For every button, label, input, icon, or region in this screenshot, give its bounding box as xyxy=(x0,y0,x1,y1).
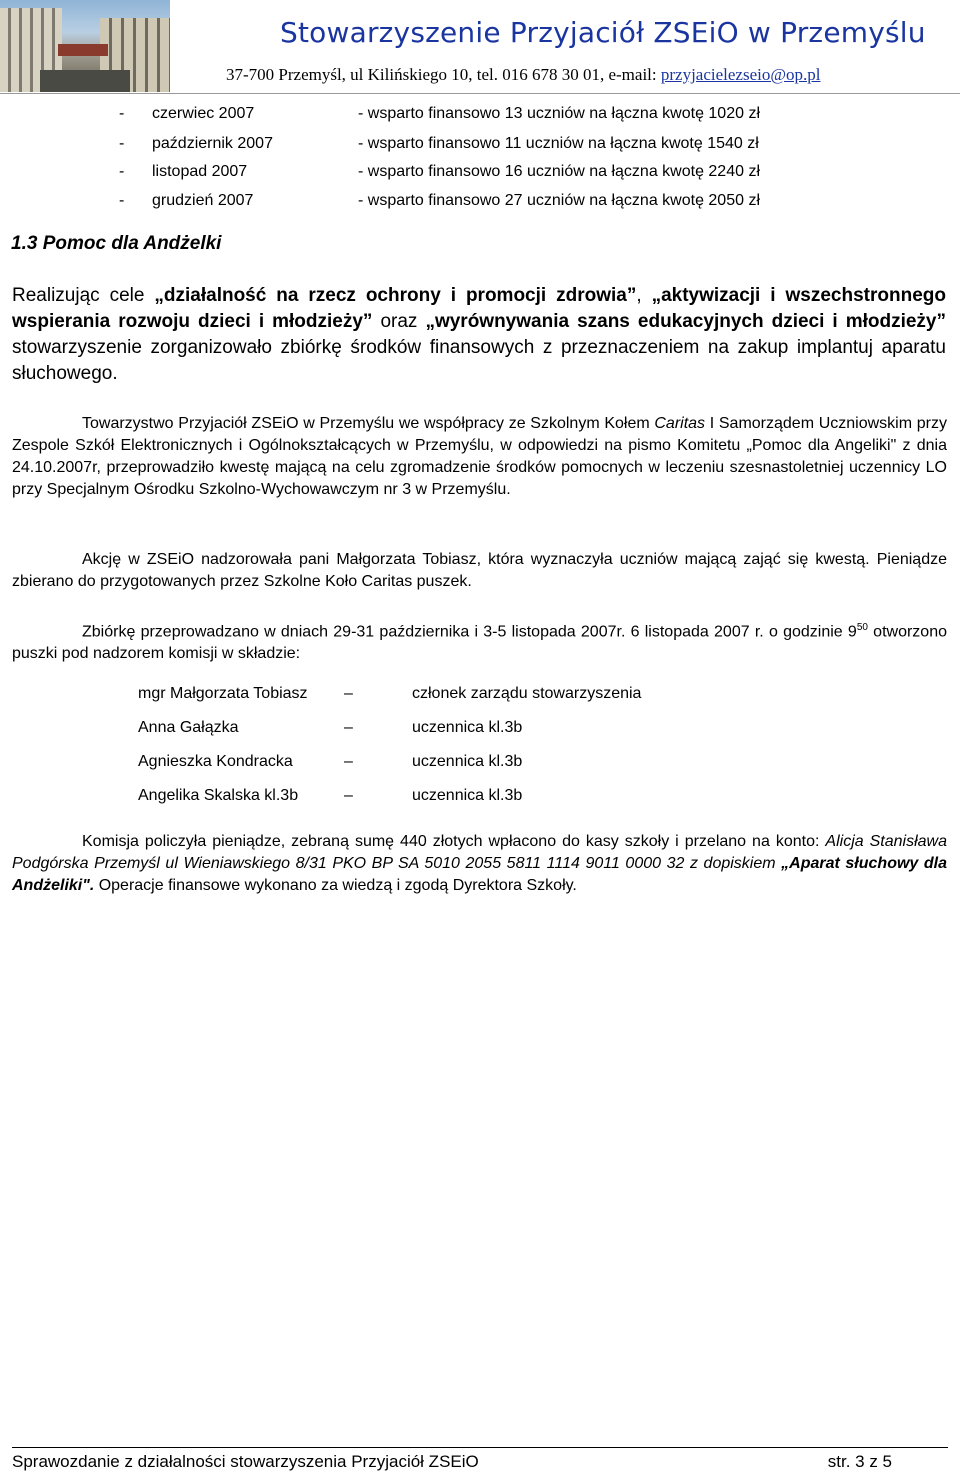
intro-text: Realizując cele xyxy=(12,285,155,306)
member-name: Angelika Skalska kl.3b xyxy=(138,787,299,804)
paragraph-text: otworzono puszki pod nadzorem komisji w składzie: xyxy=(12,623,948,663)
time-minutes-superscript: 50 xyxy=(856,622,868,633)
intro-bold-1: „działalność na rzecz ochrony i promocji zdrowia” xyxy=(154,285,637,306)
paragraph-text: Operacje finansowe wykonano za wiedzą i zgodą Dyrektora Szkoły. xyxy=(94,877,577,894)
member-role: członek zarządu stowarzyszenia xyxy=(412,685,642,702)
organization-address xyxy=(226,65,821,85)
intro-text: , xyxy=(636,285,652,306)
member-name: Anna Gałązka xyxy=(138,719,239,736)
member-role: uczennica kl.3b xyxy=(412,719,523,736)
organization-title: Stowarzyszenie Przyjaciół ZSEiO w Przemyślu xyxy=(280,16,926,49)
list-desc: - wsparto finansowo 11 uczniów na łączna kwotę 1540 zł xyxy=(358,135,759,152)
list-month: październik 2007 xyxy=(152,135,273,152)
paragraph-cooperation xyxy=(12,413,947,501)
page-number: str. 3 z 5 xyxy=(827,1452,892,1471)
member-dash: – xyxy=(344,753,353,770)
list-month: listopad 2007 xyxy=(152,163,248,180)
list-desc: - wsparto finansowo 16 uczniów na łączna kwotę 2240 zł xyxy=(358,163,760,180)
intro-text: oraz xyxy=(372,311,426,332)
member-name: mgr Małgorzata Tobiasz xyxy=(138,685,308,702)
intro-paragraph xyxy=(12,283,946,387)
list-dash: - xyxy=(119,105,125,122)
header-divider xyxy=(0,93,960,94)
transfer-title: „Aparat słuchowy dla Andżeliki". xyxy=(12,855,948,894)
paragraph-text: Komisja policzyła pieniądze, zebraną sumę 440 złotych wpłacono do kasy szkoły i przelano na konto: xyxy=(82,833,826,850)
list-desc: - wsparto finansowo 13 uczniów na łączna kwotę 1020 zł xyxy=(358,105,760,122)
section-heading: 1.3 Pomoc dla Andżelki xyxy=(11,233,222,254)
paragraph-collection-dates xyxy=(12,617,947,665)
intro-bold-3: „wyrównywania szans edukacyjnych dzieci i młodzieży” xyxy=(425,311,947,332)
paragraph-transfer xyxy=(12,831,947,897)
list-dash: - xyxy=(119,192,125,209)
list-month: czerwiec 2007 xyxy=(152,105,255,122)
school-building-photo xyxy=(0,0,170,92)
list-month: grudzień 2007 xyxy=(152,192,254,209)
member-name: Agnieszka Kondracka xyxy=(138,753,293,770)
intro-text: stowarzyszenie zorganizowało zbiórkę środków finansowych z przeznaczeniem na zakup implantuj aparatu słuchowego. xyxy=(12,337,946,384)
paragraph-text: Akcję w ZSEiO nadzorowała pani Małgorzata Tobiasz, która wyznaczyła uczniów mającą zająć się kwestą. Pieniądze zbierano do przygotowanych przez Szkolne Koło Caritas puszek. xyxy=(12,551,947,590)
list-dash: - xyxy=(119,163,125,180)
intro-bold-2: „aktywizacji i wszechstronnego wspierania rozwoju dzieci i młodzieży” xyxy=(12,285,946,332)
address-text: 37-700 Przemyśl, ul Kilińskiego 10, tel. 016 678 30 01, e-mail: xyxy=(226,65,661,84)
paragraph-text: Zbiórkę przeprowadzano w dniach 29-31 października i 3-5 listopada 2007r. 6 listopada 2007 r. o godzinie 9 xyxy=(82,623,857,641)
list-dash: - xyxy=(119,135,125,152)
paragraph-supervision xyxy=(12,549,947,593)
member-dash: – xyxy=(344,787,353,804)
paragraph-text: I Samorządem Uczniowskim przy Zespole Szkół Elektronicznych i Ogólnokształcących w Przemyślu, w odpowiedzi na pismo Komitetu „Pomoc dla Angeliki" z dnia 24.10.2007r, przeprowadziło kwestę mającą na celu zgromadzenie środków pomocnych w leczeniu szesnastoletniej uczennicy LO przy Specjalnym Ośrodku Szkolno-Wychowawczym nr 3 w Przemyślu. xyxy=(12,415,947,498)
bank-account-details: Alicja Stanisława Podgórska Przemyśl ul Wieniawskiego 8/31 PKO BP SA 5010 2055 5811 1114 9011 0000 32 z dopiskiem xyxy=(12,833,947,872)
member-dash: – xyxy=(344,685,353,702)
paragraph-italic: Caritas xyxy=(654,415,706,432)
email-link[interactable]: przyjacielezseio@op.pl xyxy=(660,65,821,84)
footer-divider xyxy=(12,1447,948,1448)
member-role: uczennica kl.3b xyxy=(412,787,523,804)
member-dash: – xyxy=(344,719,353,736)
list-desc: - wsparto finansowo 27 uczniów na łączna kwotę 2050 zł xyxy=(358,192,760,209)
paragraph-text: Towarzystwo Przyjaciół ZSEiO w Przemyślu we współpracy ze Szkolnym Kołem xyxy=(82,415,655,432)
member-role: uczennica kl.3b xyxy=(412,753,523,770)
footer-report-title: Sprawozdanie z działalności stowarzyszenia Przyjaciół ZSEiO xyxy=(12,1452,479,1471)
